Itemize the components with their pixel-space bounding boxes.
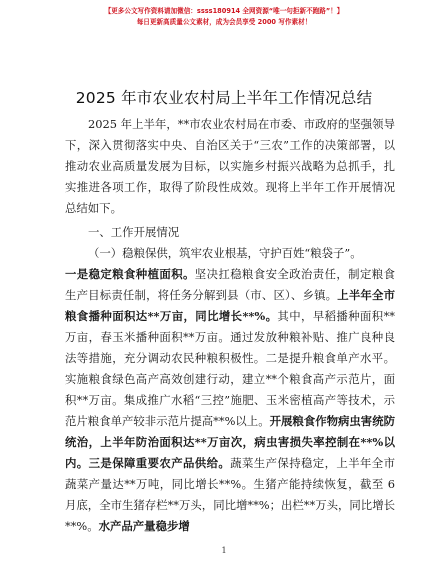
body-text: 坚决扛稳粮食安全政治责任，制定粮食生产目标责任制，将任务分解到县（市、区）、乡镇。 <box>65 267 395 302</box>
promo-banner <box>0 6 448 28</box>
body-text: 其中，早稻播种面积**万亩，春玉米播种面积**万亩。通过发放种粮补贴、推广良种良法等措施，充分调动农民种粮积极性。二是提升粮食单产水平。实施粮食绿色高产高效创建行动，建立**个粮食高产示范片，面积**万亩。集成推广水稻“三控”施肥、玉米密植高产等技术，示范片粮食单产较非示范片提高**%以上。 <box>65 309 395 428</box>
document-body <box>65 114 395 537</box>
promo-banner-line-1: 【更多公文写作资料请加微信：ssss180914 全网资源“唯一句拒新不跑路”！】 <box>104 7 344 15</box>
bold-phrase: 一是稳定粮食种植面积。 <box>65 267 195 281</box>
body-paragraph <box>65 264 395 537</box>
bold-phrase: 开展粮食作物病虫害统防统治，上半年防治面积达**万亩次，病虫害损失率控制在**%以内。三是保障重要农产品供给。 <box>65 414 395 470</box>
document-title: 2025 年市农业农村局上半年工作情况总结 <box>75 89 373 107</box>
bold-phrase: 上半年全市粮食播种面积达**万亩，同比增长**%。 <box>65 288 395 323</box>
intro-paragraph: 2025 年上半年，**市农业农村局在市委、市政府的坚强领导下，深入贯彻落实中央、自治区关于“三农”工作的决策部署，以推动农业高质量发展为目标，以实施乡村振兴战略为总抓手，扎实推进各项工作，取得了阶段性成效。现将上半年工作开展情况总结如下。 <box>65 117 395 215</box>
subsection-heading: （一）稳粮保供，筑牢农业根基，守护百姓“粮袋子”。 <box>88 246 362 260</box>
page-number: 1 <box>221 546 227 555</box>
body-text: 蔬菜生产保持稳定，上半年全市蔬菜产量达**万吨，同比增长**%。生猪产能持续恢复，截至 6 月底，全市生猪存栏**万头，同比增**%；出栏**万头，同比增长**%。 <box>65 456 395 533</box>
section-heading: 一、工作开展情况 <box>88 225 180 239</box>
promo-banner-line-2: 每日更新高质量公文素材，成为会员享受 2000 写作素材！ <box>136 18 312 26</box>
bold-phrase: 水产品产量稳步增 <box>98 519 190 533</box>
